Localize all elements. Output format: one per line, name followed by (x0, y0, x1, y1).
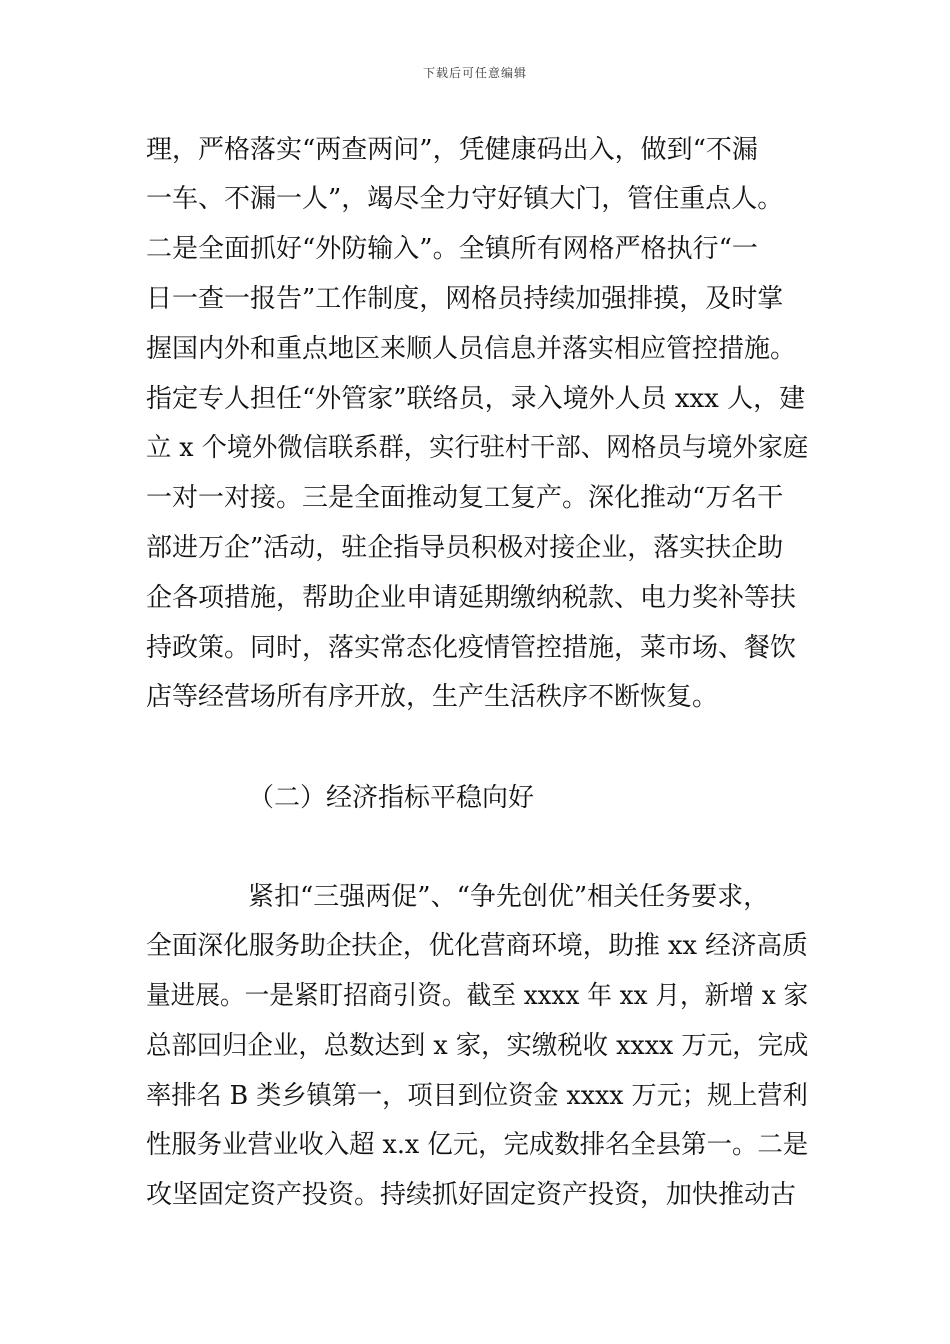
paragraph-1-line: 立 x 个境外微信联系群，实行驻村干部、网格员与境外家庭 (146, 433, 809, 463)
paragraph-1-line: 握国内外和重点地区来顺人员信息并落实相应管控措施。 (146, 334, 797, 364)
paragraph-2-line: 性服务业营业收入超 x.x 亿元，完成数排名全县第一。二是 (146, 1130, 809, 1160)
paragraph-1-line: 指定专人担任“外管家”联络员，录入境外人员 xxx 人，建 (146, 384, 806, 414)
paragraph-2-line: 总部回归企业，总数达到 x 家，实缴税收 xxxx 万元，完成 (146, 1031, 809, 1061)
paragraph-2-line: 全面深化服务助企扶企，优化营商环境，助推 xx 经济高质 (146, 931, 808, 961)
paragraph-2-line: 量进展。一是紧盯招商引资。截至 xxxx 年 xx 月，新增 x 家 (146, 981, 809, 1011)
page-header: 下载后可任意编辑 (422, 66, 527, 80)
paragraph-1-line: 店等经营场所有序开放，生产生活秩序不断恢复。 (146, 682, 719, 712)
paragraph-2-line: 紧扣“三强两促”、“争先创优”相关任务要求， (248, 882, 770, 912)
paragraph-1-line: 一车、不漏一人”，竭尽全力守好镇大门，管住重点人。 (146, 184, 784, 214)
paragraph-1-line: 理，严格落实“两查两问”，凭健康码出入，做到“不漏 (146, 135, 758, 165)
paragraph-1-line: 企各项措施，帮助企业申请延期缴纳税款、电力奖补等扶 (146, 583, 797, 613)
paragraph-1-line: 二是全面抓好“外防输入”。全镇所有网格严格执行“一 (146, 234, 758, 264)
section-heading: （二）经济指标平稳向好 (248, 783, 535, 813)
paragraph-1-line: 日一查一报告”工作制度，网格员持续加强排摸，及时掌 (146, 284, 784, 314)
paragraph-1-line: 持政策。同时，落实常态化疫情管控措施，菜市场、餐饮 (146, 633, 797, 663)
paragraph-1-line: 一对一对接。三是全面推动复工复产。深化推动“万名干 (146, 483, 784, 513)
paragraph-1-line: 部进万企”活动，驻企指导员积极对接企业，落实扶企助 (146, 533, 784, 563)
paragraph-2-line: 率排名 B 类乡镇第一，项目到位资金 xxxx 万元；规上营利 (146, 1081, 808, 1111)
paragraph-2-line: 攻坚固定资产投资。持续抓好固定资产投资，加快推动古 (146, 1180, 797, 1210)
